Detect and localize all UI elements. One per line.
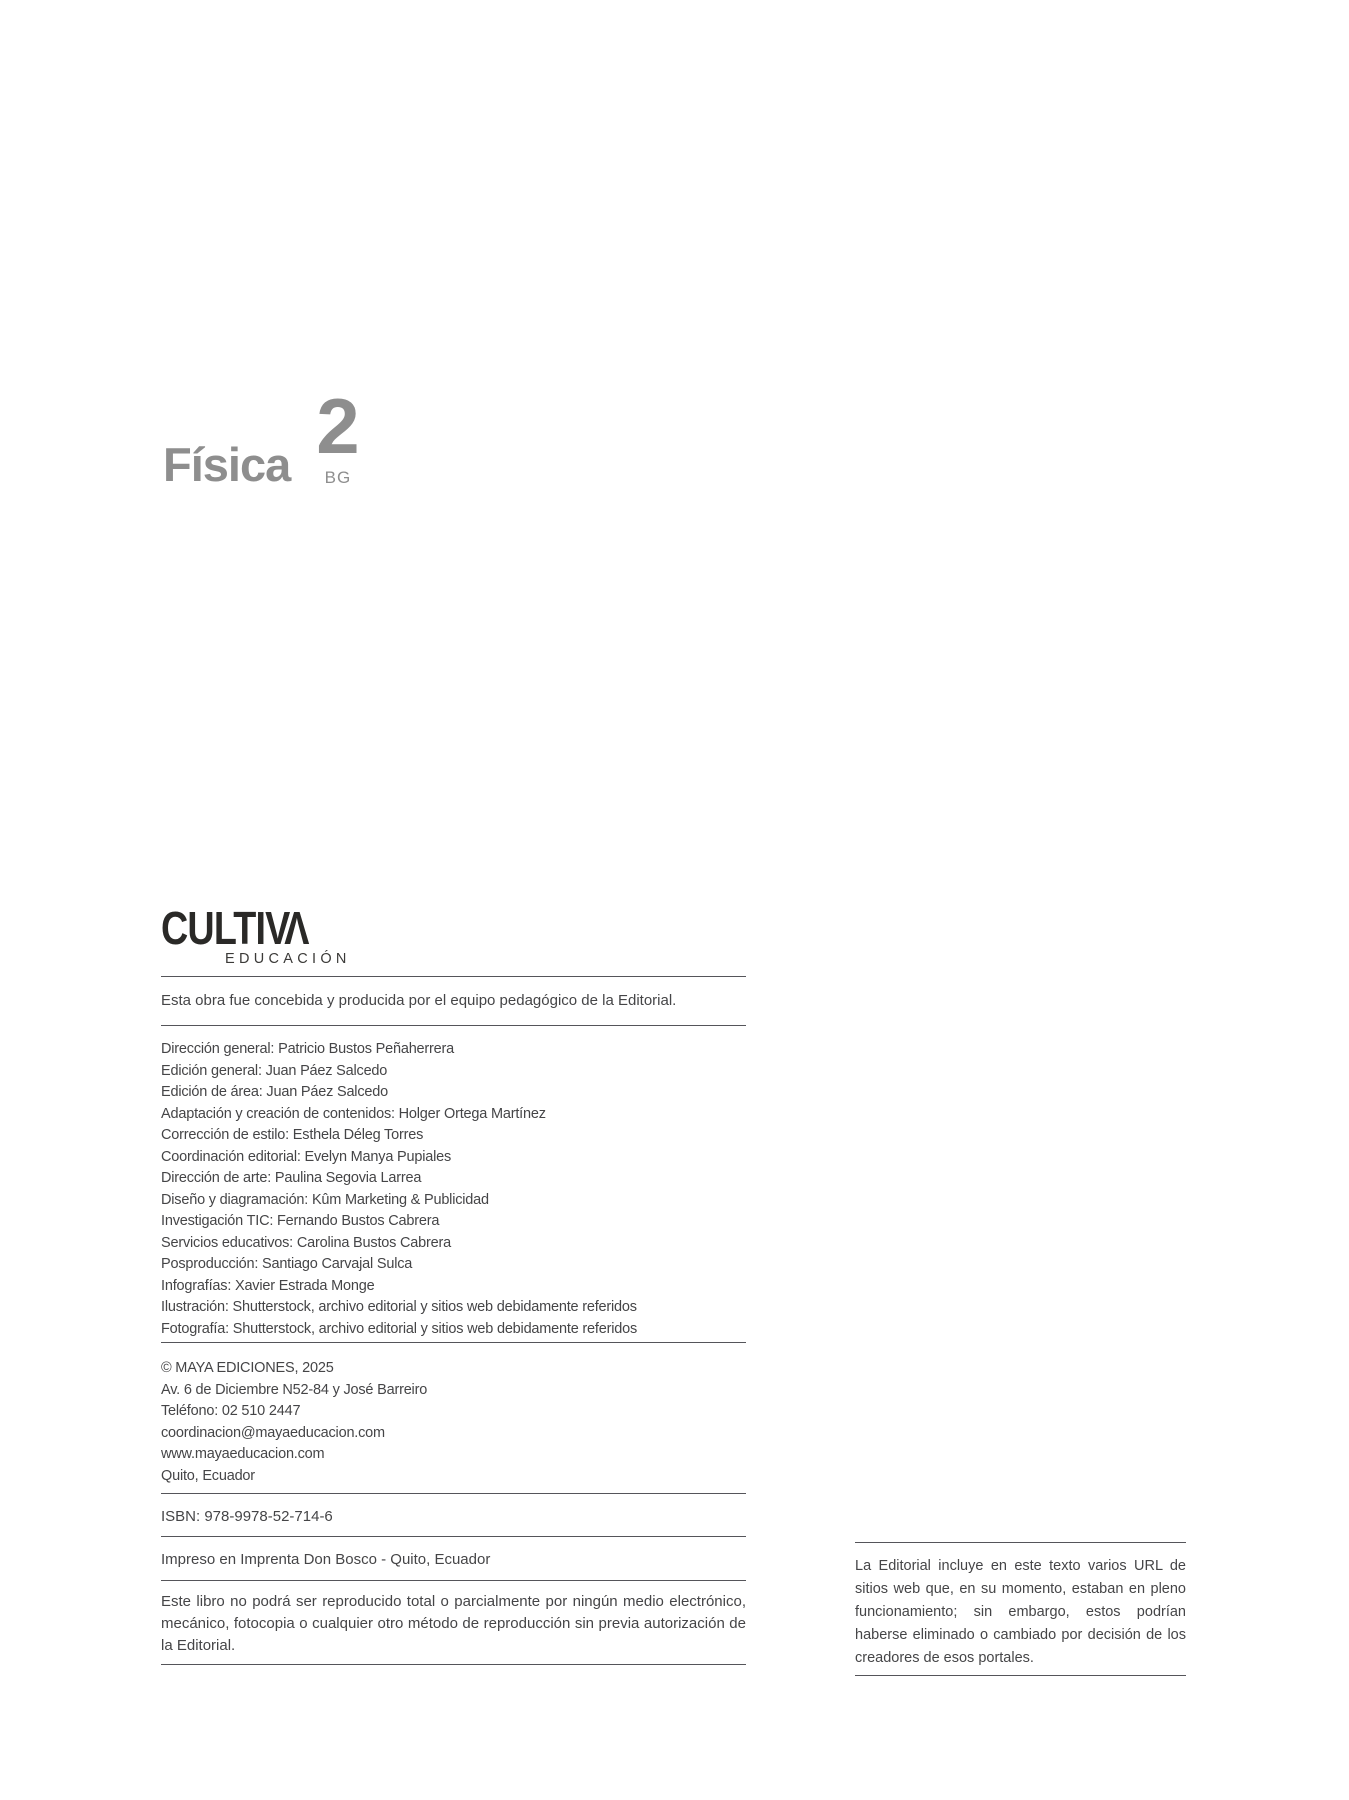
credit-line: Servicios educativos: Carolina Bustos Cabrera: [161, 1234, 451, 1251]
credit-line: Adaptación y creación de contenidos: Holger Ortega Martínez: [161, 1105, 546, 1122]
colophon-column: [161, 902, 746, 1665]
address-line: Av. 6 de Diciembre N52-84 y José Barreiro: [161, 1381, 428, 1398]
copyright-block: [161, 1358, 746, 1487]
url-disclaimer-block: [855, 1542, 1186, 1676]
logo-tagline: EDUCACIÓN: [225, 951, 351, 968]
credit-line: Edición general: Juan Páez Salcedo: [161, 1062, 388, 1079]
phone-line: Teléfono: 02 510 2447: [161, 1403, 301, 1420]
isbn-line: ISBN: 978-9978-52-714-6: [161, 1508, 333, 1526]
credit-line: Corrección de estilo: Esthela Déleg Torres: [161, 1127, 424, 1144]
divider: [161, 1025, 746, 1026]
copyright-line: © MAYA EDICIONES, 2025: [161, 1360, 334, 1377]
divider: [161, 1664, 746, 1665]
title-number: 2: [316, 382, 360, 470]
intro-note: Esta obra fue concebida y producida por el equipo pedagógico de la Editorial.: [161, 992, 677, 1010]
city-line: Quito, Ecuador: [161, 1467, 255, 1484]
credit-line: Investigación TIC: Fernando Bustos Cabrera: [161, 1213, 440, 1230]
printer-line: Impreso en Imprenta Don Bosco - Quito, Ecuador: [161, 1551, 491, 1569]
credit-line: Diseño y diagramación: Kûm Marketing & Publicidad: [161, 1191, 489, 1208]
credit-line: Coordinación editorial: Evelyn Manya Pupiales: [161, 1148, 452, 1165]
logo-wordmark: CULTIVΛ: [161, 902, 309, 954]
credit-line: Infografías: Xavier Estrada Monge: [161, 1277, 375, 1294]
divider: [161, 1493, 746, 1494]
reproduction-notice: Este libro no podrá ser reproducido total o parcialmente por ningún medio electrónico, mecánico, fotocopia o cualquier otro método de reproducción sin previa autorización de la Editorial.: [161, 1593, 746, 1655]
email-line: coordinacion@mayaeducacion.com: [161, 1424, 385, 1441]
credit-line: Fotografía: Shutterstock, archivo editorial y sitios web debidamente referidos: [161, 1320, 638, 1337]
divider: [855, 1675, 1186, 1676]
credits-list: [161, 1039, 746, 1340]
divider: [161, 1342, 746, 1343]
divider: [855, 1542, 1186, 1543]
url-disclaimer: La Editorial incluye en este texto varios URL de sitios web que, en su momento, estaban en pleno funcionamiento; sin embargo, estos podrían haberse eliminado o cambiado por decisión de los creadores de esos portales.: [855, 1558, 1186, 1666]
title-number-group: [316, 382, 360, 488]
credit-line: Dirección general: Patricio Bustos Peñaherrera: [161, 1041, 455, 1058]
credit-line: Posproducción: Santiago Carvajal Sulca: [161, 1256, 413, 1273]
website-line: www.mayaeducacion.com: [161, 1446, 325, 1463]
title-level-badge: BG: [324, 467, 352, 487]
divider: [161, 1580, 746, 1581]
book-title: [163, 382, 360, 491]
credit-line: Edición de área: Juan Páez Salcedo: [161, 1084, 388, 1101]
publisher-logo: [161, 902, 746, 968]
divider: [161, 1536, 746, 1537]
credit-line: Ilustración: Shutterstock, archivo editorial y sitios web debidamente referidos: [161, 1299, 637, 1316]
credit-line: Dirección de arte: Paulina Segovia Larrea: [161, 1170, 422, 1187]
title-subject: Física: [163, 437, 291, 491]
divider: [161, 976, 746, 977]
